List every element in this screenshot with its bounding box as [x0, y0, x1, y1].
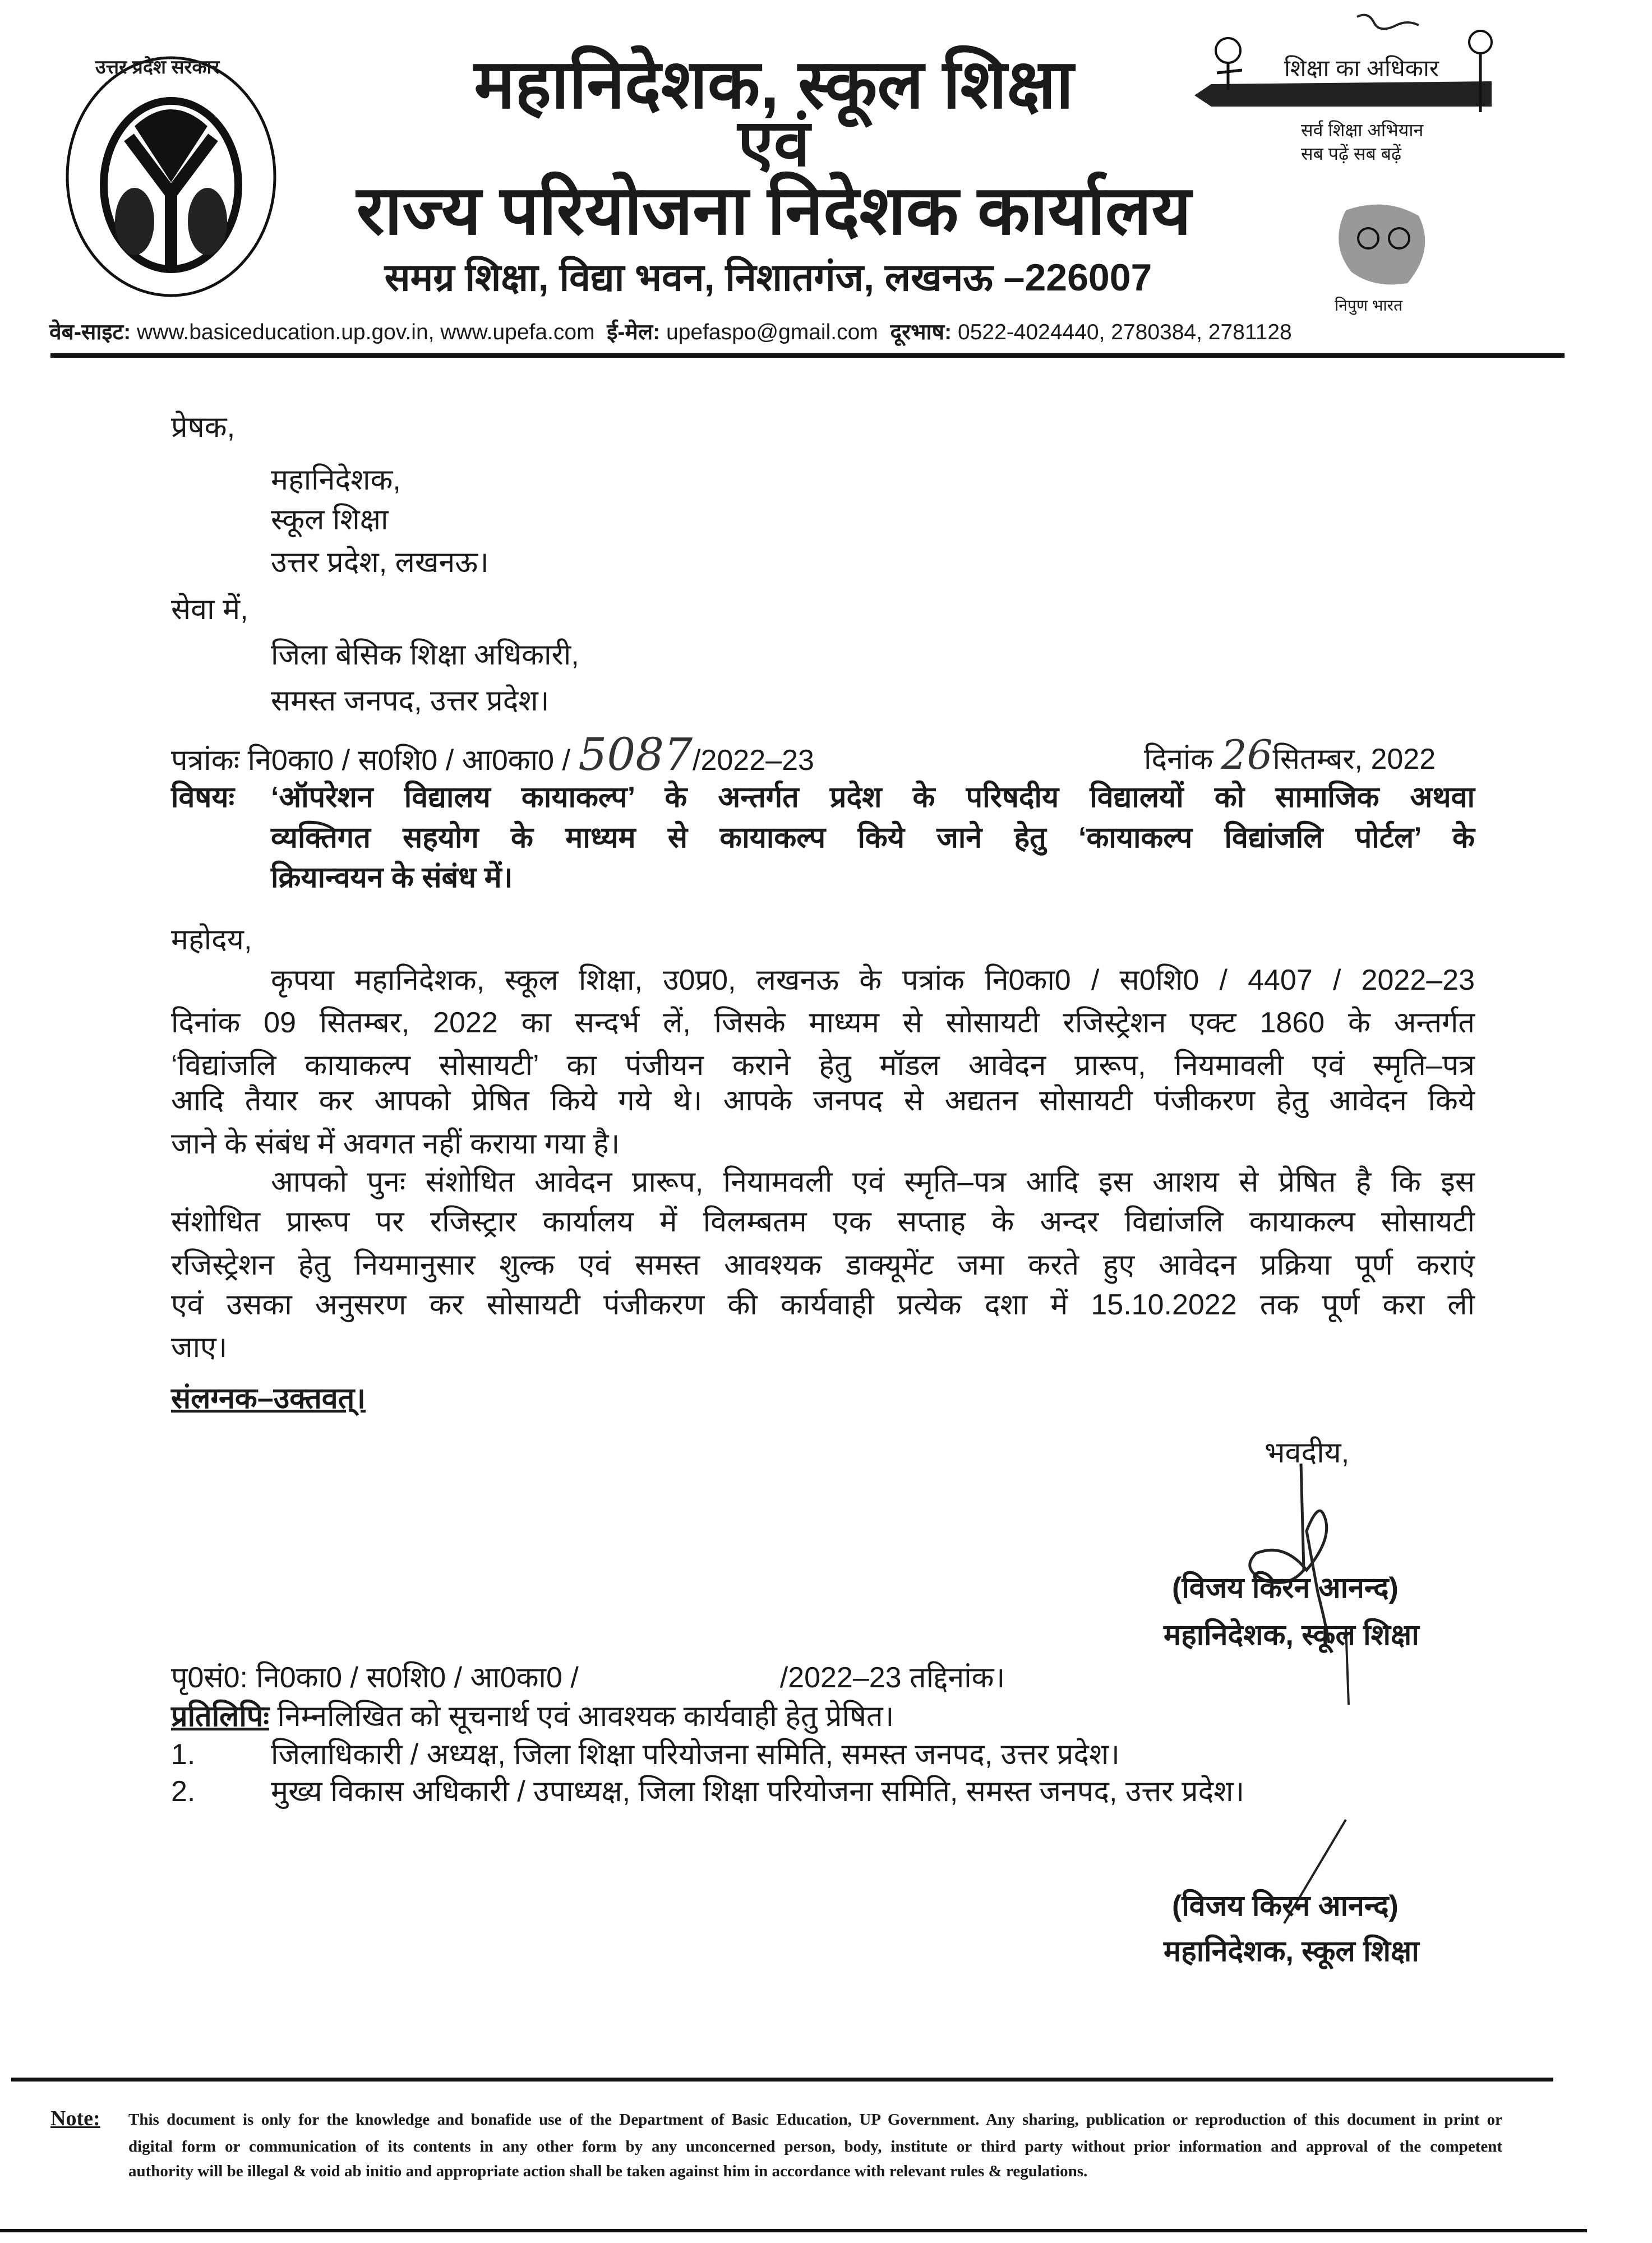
ssa-tagline: सब पढ़ें सब बढ़ें	[1301, 144, 1401, 164]
date-day-handwritten: 26	[1221, 731, 1273, 778]
reference-label: पत्रांकः	[171, 744, 240, 777]
copy-item-text: मुख्य विकास अधिकारी / उपाध्यक्ष, जिला शिक्षा परियोजना समिति, समस्त जनपद, उत्तर प्रदेश।	[271, 1775, 1245, 1808]
endorsement-ref	[171, 1658, 1005, 1697]
paragraph2-line: एवं उसका अनुसरण कर सोसायटी पंजीकरण की कार्यवाही प्रत्येक दशा में 15.10.2022 तक पूर्ण करा ली	[171, 1289, 1475, 1321]
reference-line	[171, 728, 814, 781]
closing: भवदीय,	[1265, 1437, 1350, 1469]
office-title-line3: राज्य परियोजना निदेशक कार्यालय	[356, 172, 1192, 248]
paragraph1-line: कृपया महानिदेशक, स्कूल शिक्षा, उ0प्र0, लखनऊ के पत्रांक नि0का0 / स0शि0 / 4407 / 2022–23	[271, 964, 1475, 996]
email-label: ई-मेल:	[607, 320, 661, 344]
ssa-banner-text: शिक्षा का अधिकार	[1284, 55, 1439, 81]
subject-line: व्यक्तिगत सहयोग के माध्यम से कायाकल्प किये जाने हेतु ‘कायाकल्प विद्यांजलि पोर्टल’ के	[271, 821, 1475, 854]
ssa-name: सर्व शिक्षा अभियान	[1301, 120, 1424, 140]
paragraph2-line: रजिस्ट्रेशन हेतु नियमानुसार शुल्क एवं समस्त आवश्यक डाक्यूमेंट जमा करते हुए आवेदन प्रक्रिया पूर्ण कराएं	[171, 1249, 1475, 1281]
recipient-line: समस्त जनपद, उत्तर प्रदेश।	[271, 685, 550, 717]
website-label: वेब-साइट:	[49, 320, 131, 344]
reference-suffix: /2022–23	[693, 744, 814, 777]
nipun-bharat-logo-icon	[1323, 199, 1441, 289]
paragraph2-line: संशोधित प्रारूप पर रजिस्ट्रार कार्यालय में विलम्बतम एक सप्ताह के अन्दर विद्यांजलि कायाकल्प सोसायटी	[171, 1206, 1475, 1238]
office-title-line2: एवं	[737, 107, 810, 179]
sender-line: स्कूल शिक्षा	[271, 504, 389, 536]
sender-label: प्रेषक,	[171, 411, 236, 444]
endorsement-ref-label: पृ0सं0:	[171, 1662, 248, 1694]
paragraph1-line: ‘विद्यांजलि कायाकल्प सोसायटी’ का पंजीयन कराने हेतु मॉडल आवेदन प्रारूप, नियमावली एवं स्मृति–पत्र	[171, 1049, 1475, 1082]
copy-to-line	[171, 1697, 894, 1736]
subject-line: क्रियान्वयन के संबंध में।	[271, 861, 513, 894]
signatory-name: (विजय किरन आनन्द)	[1172, 1572, 1399, 1604]
letter-date	[1144, 731, 1436, 779]
emblem-text: उत्तर प्रदेश सरकार	[95, 57, 220, 78]
contact-line	[49, 317, 1292, 348]
up-government-emblem-icon	[62, 53, 280, 300]
copy-item-number: 1.	[171, 1738, 196, 1771]
copy-to-label: प्रतिलिपिः	[171, 1700, 269, 1733]
copy-item-number: 2.	[171, 1775, 196, 1808]
endorsement-ref-prefix: नि0का0 / स0शि0 / आ0का0 /	[256, 1662, 579, 1694]
reference-prefix: नि0का0 / स0शि0 / आ0का0 /	[247, 744, 570, 777]
footer-bottom-divider	[0, 2229, 1587, 2232]
reference-number-handwritten: 5087	[578, 728, 693, 781]
signatory2-designation: महानिदेशक, स्कूल शिक्षा	[1164, 1935, 1419, 1968]
office-title-line1: महानिदेशक, स्कूल शिक्षा	[474, 46, 1074, 122]
date-label: दिनांक	[1144, 743, 1213, 776]
copy-item-text: जिलाधिकारी / अध्यक्ष, जिला शिक्षा परियोजना समिति, समस्त जनपद, उत्तर प्रदेश।	[271, 1738, 1120, 1771]
sender-line: महानिदेशक,	[271, 464, 401, 496]
paragraph1-line: दिनांक 09 सितम्बर, 2022 का सन्दर्भ लें, जिसके माध्यम से सोसायटी रजिस्ट्रेशन एक्ट 1860 के अन्तर्गत	[171, 1007, 1475, 1039]
paragraph1-line: जाने के संबंध में अवगत नहीं कराया गया है।	[171, 1128, 620, 1160]
phone-value: 0522-4024440, 2780384, 2781128	[958, 320, 1292, 344]
email-value[interactable]: upefaspo@gmail.com	[666, 320, 878, 344]
footer-note-line: authority will be illegal & void ab initio and appropriate action shall be taken against him in accordance with relevant rules & regulations.	[128, 2162, 1088, 2180]
nipun-bharat-label: निपुण भारत	[1335, 297, 1403, 314]
recipient-line: जिला बेसिक शिक्षा अधिकारी,	[271, 639, 579, 671]
website-value[interactable]: www.basiceducation.up.gov.in, www.upefa.com	[137, 320, 595, 344]
subject-line: ‘ऑपरेशन विद्यालय कायाकल्प’ के अन्तर्गत प्रदेश के परिषदीय विद्यालयों को सामाजिक अथवा	[271, 781, 1475, 814]
paragraph2-line: आपको पुनः संशोधित आवेदन प्रारूप, नियामवली एवं स्मृति–पत्र आदि इस आशय से प्रेषित है कि इस	[271, 1166, 1475, 1198]
phone-label: दूरभाष:	[890, 320, 952, 344]
endorsement-ref-suffix: /2022–23 तद्दिनांक।	[779, 1662, 1005, 1694]
subject-label: विषयः	[171, 781, 235, 814]
sender-line: उत्तर प्रदेश, लखनऊ।	[271, 546, 489, 579]
paragraph2-line: जाए।	[171, 1331, 228, 1364]
footer-divider	[11, 2078, 1553, 2082]
salutation: महोदय,	[171, 924, 252, 956]
letterhead-divider	[50, 353, 1565, 358]
paragraph1-line: आदि तैयार कर आपको प्रेषित किये गये थे। आपके जनपद से अद्यतन सोसायटी पंजीकरण हेतु आवेदन किये	[171, 1084, 1475, 1117]
signatory-designation: महानिदेशक, स्कूल शिक्षा	[1164, 1619, 1419, 1651]
copy-to-text: निम्नलिखित को सूचनार्थ एवं आवश्यक कार्यवाही हेतु प्रेषित।	[277, 1700, 894, 1733]
enclosure-note: संलग्नक–उक्तवत्।	[171, 1382, 366, 1415]
date-rest: सितम्बर, 2022	[1272, 743, 1436, 776]
footer-note-line: digital form or communication of its contents in any other form by any unconcerned person, body, institute or third party without prior information and approval of the competent	[128, 2138, 1502, 2156]
signatory2-name: (विजय किरन आनन्द)	[1172, 1890, 1399, 1922]
office-address: समग्र शिक्षा, विद्या भवन, निशातगंज, लखनऊ –226007	[384, 256, 1152, 299]
recipient-label: सेवा में,	[171, 593, 248, 626]
footer-note-line: This document is only for the knowledge and bonafide use of the Department of Basic Education, UP Government. Any sharing, publication or reproduction of this document in print or	[128, 2111, 1502, 2129]
footer-note-label: Note:	[50, 2107, 100, 2130]
